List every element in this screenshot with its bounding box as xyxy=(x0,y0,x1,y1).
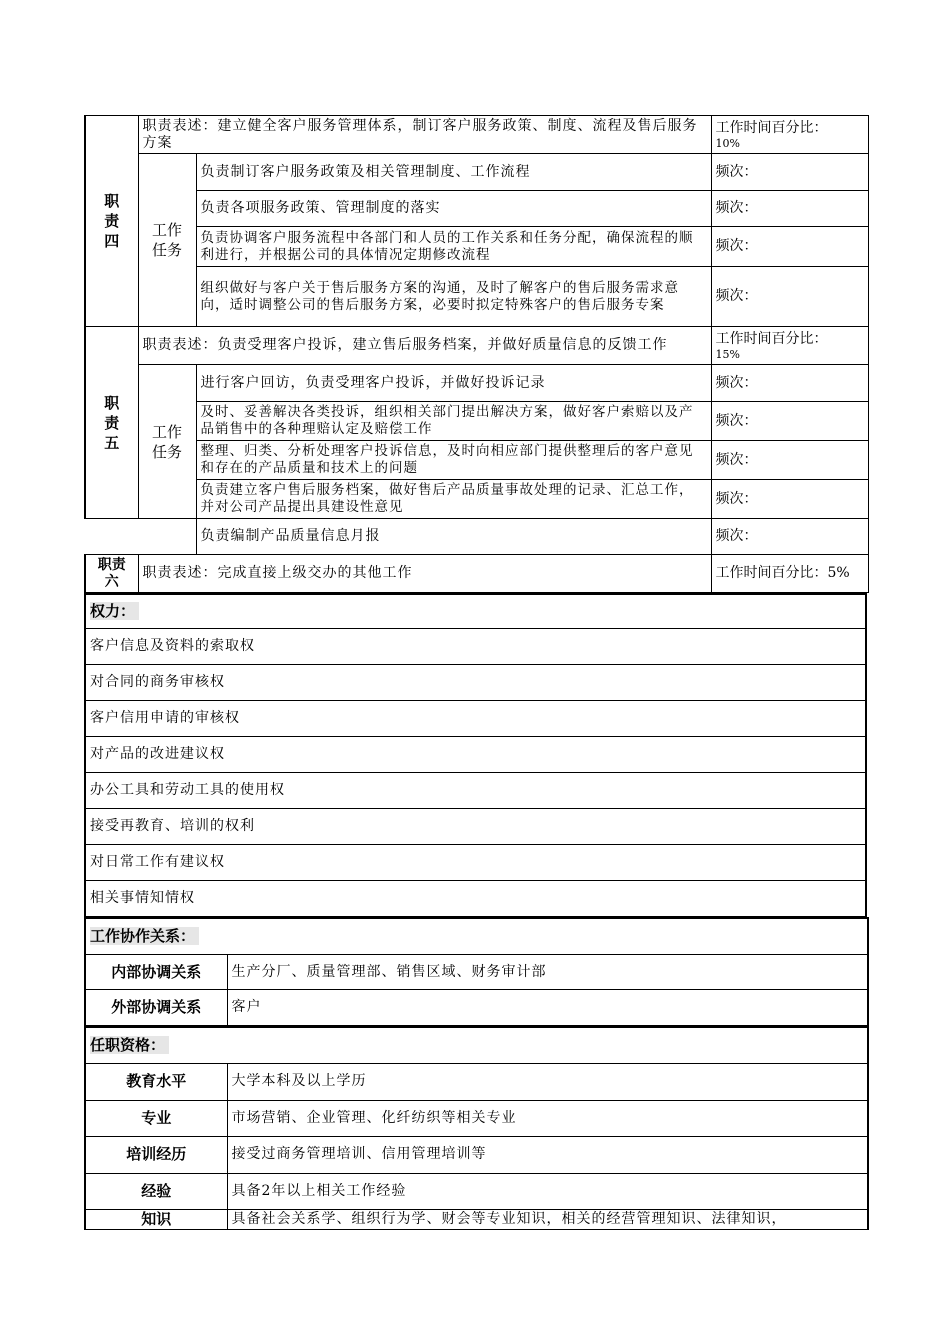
table-row xyxy=(85,191,868,227)
powers-table xyxy=(84,593,867,917)
duty4-time-percent: 工作时间百分比： 10% xyxy=(711,116,868,154)
table-row xyxy=(85,227,868,267)
list-item xyxy=(85,700,866,736)
relations-table xyxy=(84,917,869,1027)
duty4-task-1: 负责制订客户服务政策及相关管理制度、工作流程 xyxy=(196,154,711,191)
duties-table xyxy=(84,115,869,593)
internal-relations-label: 内部协调关系 xyxy=(85,955,227,990)
training-label: 培训经历 xyxy=(85,1136,227,1173)
power-item: 接受再教育、培训的权利 xyxy=(85,808,866,844)
list-item xyxy=(85,628,866,664)
table-row xyxy=(85,365,868,402)
table-row xyxy=(85,990,868,1026)
qualifications-table xyxy=(84,1026,869,1230)
relations-title-row xyxy=(85,918,868,955)
experience-label: 经验 xyxy=(85,1173,227,1209)
list-item xyxy=(85,772,866,808)
duty4-description-row xyxy=(85,116,868,154)
table-row xyxy=(85,1136,868,1173)
table-row xyxy=(85,519,868,555)
education-value: 大学本科及以上学历 xyxy=(227,1063,868,1100)
duty6-time-percent: 工作时间百分比：5% xyxy=(711,555,868,593)
duty5-task-4-freq: 频次： xyxy=(711,480,868,519)
external-relations-value: 客户 xyxy=(227,990,868,1026)
duty5-task-1: 进行客户回访，负责受理客户投诉，并做好投诉记录 xyxy=(196,365,711,402)
power-item: 相关事情知情权 xyxy=(85,880,866,916)
knowledge-label: 知识 xyxy=(85,1209,227,1229)
list-item xyxy=(85,880,866,916)
duty5-task-1-freq: 频次： xyxy=(711,365,868,402)
power-item: 对合同的商务审核权 xyxy=(85,664,866,700)
duty4-task-3-freq: 频次： xyxy=(711,227,868,267)
table-row xyxy=(85,1209,868,1229)
duty6-row xyxy=(85,555,868,593)
qualifications-title-row xyxy=(85,1027,868,1063)
duty4-heading: 职责四 xyxy=(85,116,138,327)
duty5-description-row xyxy=(85,327,868,365)
duty4-task-label: 工作任务 xyxy=(138,154,196,327)
power-item: 办公工具和劳动工具的使用权 xyxy=(85,772,866,808)
list-item xyxy=(85,736,866,772)
powers-title: 权力： xyxy=(85,594,866,628)
relations-title: 工作协作关系： xyxy=(85,918,868,955)
internal-relations-value: 生产分厂、质量管理部、销售区域、财务审计部 xyxy=(227,955,868,990)
duty4-description: 职责表述：建立健全客户服务管理体系，制订客户服务政策、制度、流程及售后服务方案 xyxy=(138,116,711,154)
duty5-task-5-freq: 频次： xyxy=(711,519,868,555)
duty6-heading: 职责六 xyxy=(85,555,138,593)
external-relations-label: 外部协调关系 xyxy=(85,990,227,1026)
duty4-task-2-freq: 频次： xyxy=(711,191,868,227)
table-row xyxy=(85,1063,868,1100)
table-row xyxy=(85,402,868,441)
duty4-task-1-freq: 频次： xyxy=(711,154,868,191)
table-row xyxy=(85,441,868,480)
duty5-task-3-freq: 频次： xyxy=(711,441,868,480)
duty5-description: 职责表述：负责受理客户投诉，建立售后服务档案，并做好质量信息的反馈工作 xyxy=(138,327,711,365)
major-label: 专业 xyxy=(85,1100,227,1136)
job-description-page xyxy=(84,115,867,1230)
list-item xyxy=(85,844,866,880)
duty5-task-3: 整理、归类、分析处理客户投诉信息，及时向相应部门提供整理后的客户意见和存在的产品质量和技术上的问题 xyxy=(196,441,711,480)
list-item xyxy=(85,664,866,700)
table-row xyxy=(85,1173,868,1209)
education-label: 教育水平 xyxy=(85,1063,227,1100)
duty5-time-percent: 工作时间百分比： 15% xyxy=(711,327,868,365)
table-row xyxy=(85,1100,868,1136)
powers-title-row xyxy=(85,594,866,628)
duty4-task-2: 负责各项服务政策、管理制度的落实 xyxy=(196,191,711,227)
list-item xyxy=(85,808,866,844)
training-value: 接受过商务管理培训、信用管理培训等 xyxy=(227,1136,868,1173)
qualifications-title: 任职资格： xyxy=(85,1027,868,1063)
duty5-task-label: 工作任务 xyxy=(138,365,196,519)
major-value: 市场营销、企业管理、化纤纺织等相关专业 xyxy=(227,1100,868,1136)
duty4-task-4: 组织做好与客户关于售后服务方案的沟通，及时了解客户的售后服务需求意向，适时调整公司的售后服务方案，必要时拟定特殊客户的售后服务专案 xyxy=(196,267,711,327)
duty5-task-5: 负责编制产品质量信息月报 xyxy=(196,519,711,555)
duty5-task-2: 及时、妥善解决各类投诉，组织相关部门提出解决方案，做好客户索赔以及产品销售中的各种理赔认定及赔偿工作 xyxy=(196,402,711,441)
duty5-task-2-freq: 频次： xyxy=(711,402,868,441)
power-item: 对日常工作有建议权 xyxy=(85,844,866,880)
duty4-task-4-freq: 频次： xyxy=(711,267,868,327)
duty4-task-3: 负责协调客户服务流程中各部门和人员的工作关系和任务分配，确保流程的顺利进行，并根据公司的具体情况定期修改流程 xyxy=(196,227,711,267)
duty5-heading: 职责五 xyxy=(85,327,138,519)
table-row xyxy=(85,154,868,191)
power-item: 客户信用申请的审核权 xyxy=(85,700,866,736)
experience-value: 具备2年以上相关工作经验 xyxy=(227,1173,868,1209)
power-item: 对产品的改进建议权 xyxy=(85,736,866,772)
table-row xyxy=(85,480,868,519)
duty6-description: 职责表述：完成直接上级交办的其他工作 xyxy=(138,555,711,593)
power-item: 客户信息及资料的索取权 xyxy=(85,628,866,664)
knowledge-value: 具备社会关系学、组织行为学、财会等专业知识，相关的经营管理知识、法律知识， xyxy=(227,1209,868,1229)
empty-cell xyxy=(85,519,196,555)
duty5-task-4: 负责建立客户售后服务档案，做好售后产品质量事故处理的记录、汇总工作，并对公司产品提出具建设性意见 xyxy=(196,480,711,519)
table-row xyxy=(85,955,868,990)
table-row xyxy=(85,267,868,327)
